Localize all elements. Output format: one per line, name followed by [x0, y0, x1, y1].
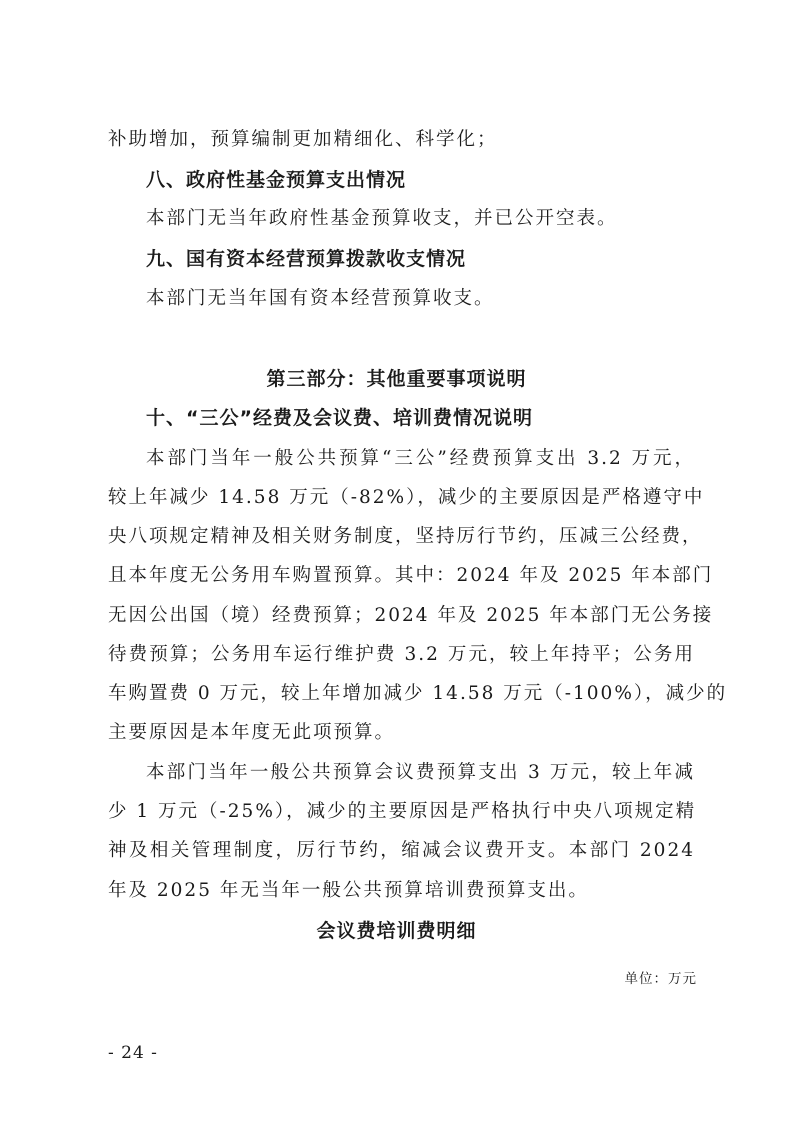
paragraph-1-line: 且本年度无公务用车购置预算。其中：2024 年及 2025 年本部门	[108, 565, 714, 586]
paragraph-2-line: 神及相关管理制度，厉行节约，缩减会议费开支。本部门 2024	[108, 840, 695, 861]
body-line: 本部门无当年国有资本经营预算收支。	[146, 288, 495, 309]
paragraph-1-line: 主要原因是本年度无此项预算。	[108, 722, 396, 743]
body-line: 补助增加，预算编制更加精细化、科学化；	[108, 129, 498, 150]
section-heading-8: 八、政府性基金预算支出情况	[146, 169, 407, 191]
table-title: 会议费培训费明细	[316, 920, 477, 942]
page-number: - 24 -	[108, 1043, 158, 1063]
paragraph-1-line: 较上年减少 14.58 万元（-82%），减少的主要原因是严格遵守中	[108, 487, 705, 508]
paragraph-1-line: 车购置费 0 万元，较上年增加减少 14.58 万元（-100%），减少的	[108, 683, 728, 704]
paragraph-2-line: 年及 2025 年无当年一般公共预算培训费预算支出。	[108, 880, 589, 901]
paragraph-2-line: 本部门当年一般公共预算会议费预算支出 3 万元，较上年减	[146, 762, 695, 783]
paragraph-1-line: 待费预算；公务用车运行维护费 3.2 万元，较上年持平；公务用	[108, 644, 695, 665]
section-heading-10: 十、“三公”经费及会议费、培训费情况说明	[146, 407, 533, 429]
paragraph-2-line: 少 1 万元（-25%），减少的主要原因是严格执行中央八项规定精	[108, 801, 697, 822]
part-title: 第三部分：其他重要事项说明	[266, 368, 527, 390]
paragraph-1-line: 央八项规定精神及相关财务制度，坚持厉行节约，压减三公经费，	[108, 526, 703, 547]
paragraph-1-line: 本部门当年一般公共预算“三公”经费预算支出 3.2 万元，	[146, 448, 695, 469]
paragraph-1-line: 无因公出国（境）经费预算；2024 年及 2025 年本部门无公务接	[108, 605, 714, 626]
body-line: 本部门无当年政府性基金预算收支，并已公开空表。	[146, 208, 618, 229]
unit-label: 单位：万元	[624, 971, 697, 987]
section-heading-9: 九、国有资本经营预算拨款收支情况	[146, 248, 467, 270]
